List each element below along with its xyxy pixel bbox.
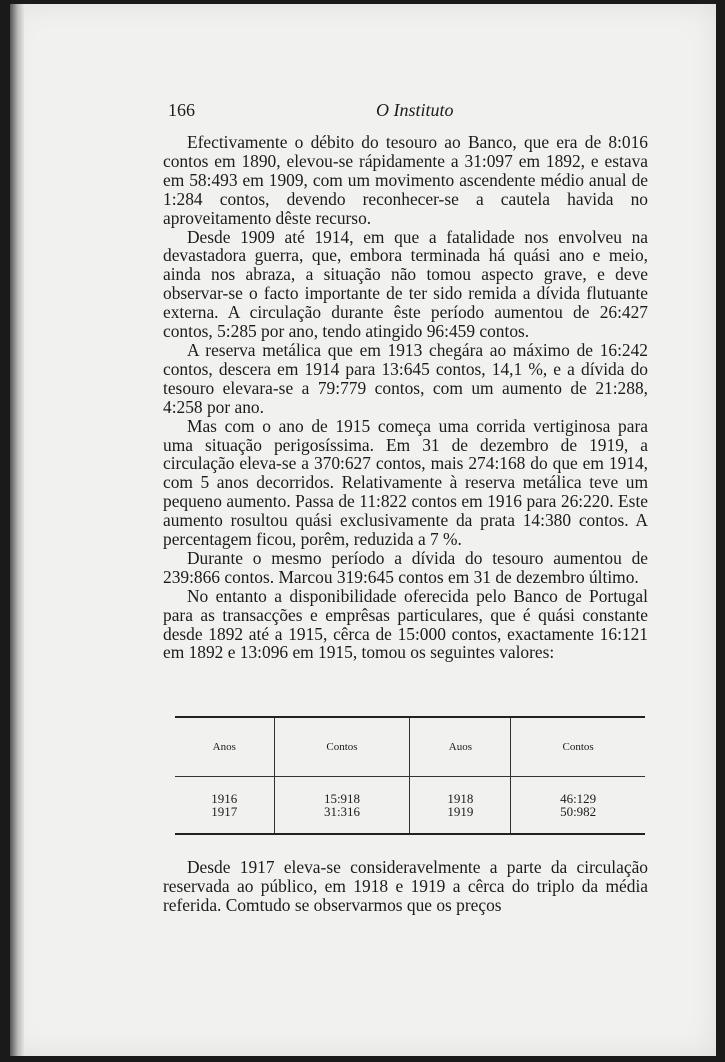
page-binding-edge bbox=[10, 4, 24, 1056]
paragraph: Mas com o ano de 1915 começa uma corrida vertiginosa para uma situação perigosíssima. Em 31 de dezembro de 1919, a circulação eleva-se a 370:627 contos, mais 274:168 do que em 1914, com 5 anos decorridos. Relativamente à reserva metálica teve um pequeno aumento. Passa de 11:822 contos em 1916 para 26:220. Este aumento rosultou quási exclusivamente da prata 14:380 contos. A percentagem ficou, porêm, reduzida a 7 %. bbox=[163, 415, 648, 550]
paragraph: Efectivamente o débito do tesouro ao Banco, que era de 8:016 contos em 1890, elevou-se rápidamente a 31:097 em 1892, e estava em 58:493 em 1909, com um movimento ascendente médio anual de 1:284 contos, devendo reconhecer-se a cautela havida no aproveitamento dêste recurso. bbox=[163, 132, 648, 228]
year-cell: 1918 bbox=[447, 791, 474, 806]
value-cell: 50:982 bbox=[560, 804, 597, 819]
table-cell-years-a bbox=[175, 777, 274, 835]
column-header: Contos bbox=[274, 717, 410, 777]
body-text bbox=[163, 133, 648, 662]
paragraph: Desde 1909 até 1914, em que a fatalidade nos envolveu na devastadora guerra, que, embora terminada há quási ano e meio, ainda nos abraza, a situação não tomou aspecto grave, e deve observar-se o facto importante de ter sido remida a dívida flutuante externa. A circulação durante êste período aumentou de 26:427 contos, 5:285 por ano, tendo atingido 96:459 contos. bbox=[163, 226, 648, 342]
book-page bbox=[10, 4, 716, 1056]
value-cell: 46:129 bbox=[560, 791, 597, 806]
paragraph: A reserva metálica que em 1913 chegára ao máximo de 16:242 contos, descera em 1914 para 13:645 contos, 14,1 %, e a dívida do tesouro elevara-se a 79:779 contos, com um aumento de 21:288, 4:258 por ano. bbox=[163, 339, 648, 417]
closing-text bbox=[163, 858, 648, 915]
column-header: Anos bbox=[175, 717, 274, 777]
table-row bbox=[175, 777, 645, 835]
value-cell: 15:918 bbox=[323, 791, 361, 806]
paragraph: No entanto a disponibilidade oferecida pelo Banco de Portugal para as transacções e emprêsas particulares, que é quási constante desde 1892 até a 1915, cêrca de 15:000 contos, exactamente 16:121 em 1892 e 13:096 em 1915, tomou os seguintes valores: bbox=[163, 585, 648, 663]
column-header: Contos bbox=[511, 717, 645, 777]
reserve-values-table bbox=[175, 716, 645, 835]
year-cell: 1919 bbox=[447, 804, 474, 819]
value-cell: 31:316 bbox=[323, 804, 361, 819]
paragraph: Durante o mesmo período a dívida do tesouro aumentou de 239:866 contos. Marcou 319:645 contos em 31 de dezembro último. bbox=[163, 547, 648, 587]
table-header-row bbox=[175, 717, 645, 777]
year-cell: 1917 bbox=[211, 804, 238, 819]
running-title: O Instituto bbox=[376, 100, 454, 120]
table-cell-values-b bbox=[511, 777, 645, 835]
table-cell-years-b bbox=[410, 777, 511, 835]
table-cell-values-a bbox=[274, 777, 410, 835]
paragraph: Desde 1917 eleva-se consideravelmente a parte da circulação reservada ao público, em 1918 e 1919 a cêrca do triplo da média referida. Comtudo se observarmos que os preços bbox=[163, 857, 648, 915]
year-cell: 1916 bbox=[211, 791, 238, 806]
page-header bbox=[168, 100, 654, 124]
page-number: 166 bbox=[168, 100, 195, 120]
column-header: Auos bbox=[410, 717, 511, 777]
